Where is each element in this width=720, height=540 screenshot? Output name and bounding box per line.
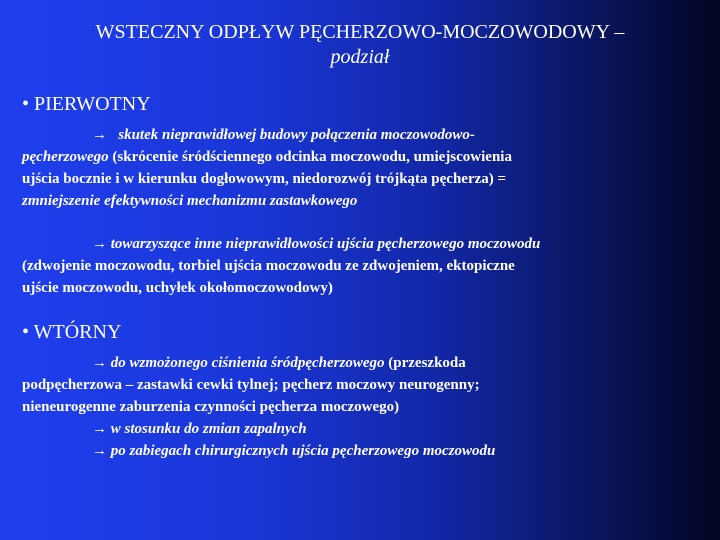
primary-item-1-italic: skutek nieprawidłowej budowy połączenia moczowodowo- bbox=[118, 127, 475, 143]
arrow-icon: → bbox=[92, 421, 107, 437]
arrow-icon: → bbox=[92, 236, 107, 252]
secondary-item-2-italic: w stosunku do zmian zapalnych bbox=[110, 421, 307, 437]
primary-item-2-italic: towarzyszące inne nieprawidłowości ujścia pęcherzowego moczowodu bbox=[110, 236, 541, 252]
heading-secondary: • WTÓRNY bbox=[22, 321, 122, 343]
heading-primary: • PIERWOTNY bbox=[22, 93, 151, 115]
title-line-2: podział bbox=[330, 46, 390, 68]
secondary-item-2 bbox=[22, 418, 712, 440]
primary-item-2-line-2: (zdwojenie moczowodu, torbiel ujścia moczowodu ze zdwojeniem, ektopiczne bbox=[22, 258, 515, 274]
secondary-item-3-italic: po zabiegach chirurgicznych ujścia pęcherzowego moczowodu bbox=[110, 443, 496, 459]
primary-item-1-line-3: ujścia bocznie i w kierunku dogłowowym, niedorozwój trójkąta pęcherza) = bbox=[22, 171, 507, 187]
arrow-icon: → bbox=[92, 443, 107, 459]
secondary-item-3 bbox=[22, 440, 712, 462]
arrow-icon: → bbox=[92, 355, 107, 371]
primary-item-1-line-4: zmniejszenie efektywności mechanizmu zastawkowego bbox=[22, 193, 358, 209]
secondary-item-1-text: (przeszkoda bbox=[384, 355, 466, 371]
slide-title bbox=[0, 20, 720, 70]
arrow-icon: → bbox=[92, 127, 107, 143]
primary-item-1 bbox=[22, 124, 712, 212]
secondary-item-1-line-3: nieneurogenne zaburzenia czynności pęcherza moczowego) bbox=[22, 399, 400, 415]
primary-item-2 bbox=[22, 233, 712, 299]
primary-item-1-italic-cont: pęcherzowego bbox=[22, 149, 109, 165]
primary-item-1-text: (skrócenie śródściennego odcinka moczowodu, umiejscowienia bbox=[108, 149, 512, 165]
title-line-1: WSTECZNY ODPŁYW PĘCHERZOWO-MOCZOWODOWY – bbox=[95, 21, 625, 43]
primary-item-2-line-3: ujście moczowodu, uchyłek okołomoczowodowy) bbox=[22, 280, 333, 296]
secondary-item-1-line-2: podpęcherzowa – zastawki cewki tylnej; pęcherz moczowy neurogenny; bbox=[22, 377, 480, 393]
secondary-item-1 bbox=[22, 352, 712, 462]
secondary-item-1-italic: do wzmożonego ciśnienia śródpęcherzowego bbox=[110, 355, 385, 371]
